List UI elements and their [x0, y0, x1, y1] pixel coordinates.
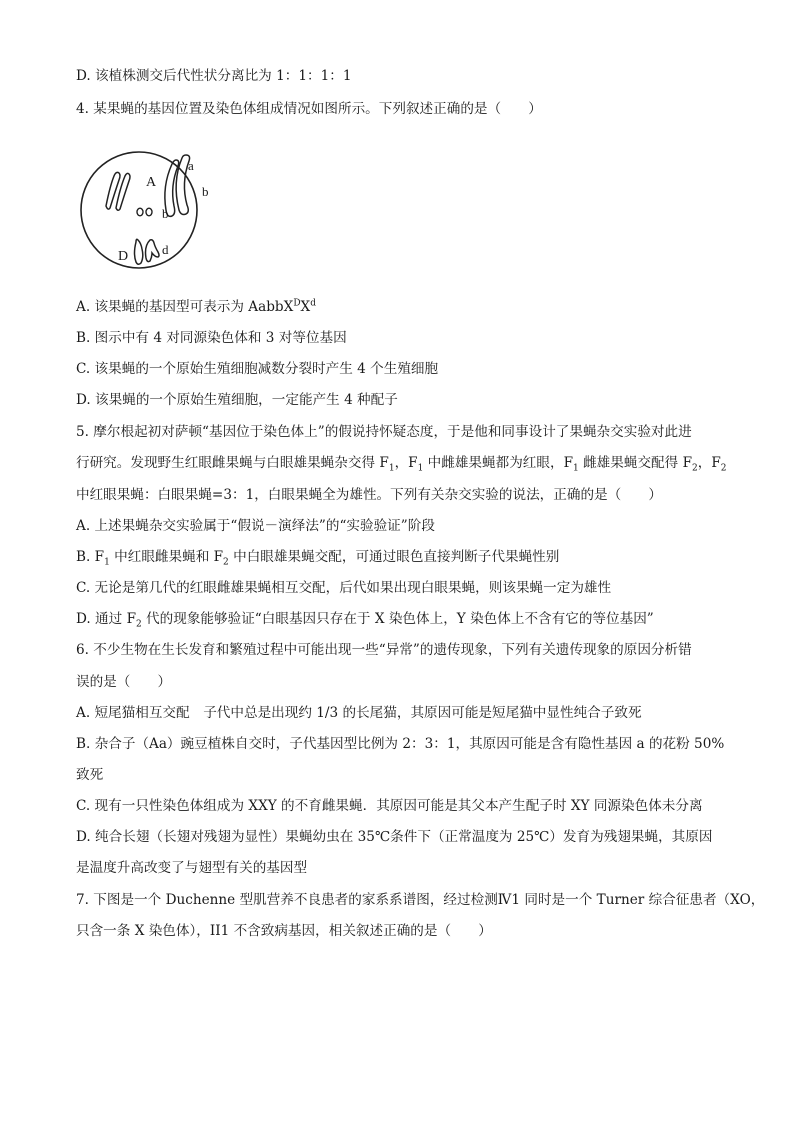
- chromosome: [137, 208, 143, 216]
- q4-stem: 4. 某果蝇的基因位置及染色体组成情况如图所示。下列叙述正确的是（ ）: [76, 101, 542, 117]
- chromosome: [106, 172, 120, 209]
- gene-label-A: A: [146, 175, 157, 190]
- q5-stem-line-2: 行研究。发现野生红眼雌果蝇与白眼雄果蝇杂交得 $F_1$，$F_1$ 中雌雄果蝇都为红眼，$F_1$ 雌雄果蝇交配得 $F_2$，$F_2$: [76, 455, 727, 474]
- q6-stem-line-2: 误的是（ ）: [76, 674, 172, 690]
- q6-stem-line-1: 6. 不少生物在生长发育和繁殖过程中可能出现一些“异常”的遗传现象，下列有关遗传现象的原因分析错: [76, 642, 692, 658]
- chromosome: [146, 240, 160, 262]
- q5-option-c: C. 无论是第几代的红眼雌雄果蝇相互交配，后代如果出现白眼果蝇，则该果蝇一定为雄性: [76, 580, 612, 596]
- q6-option-a: A. 短尾猫相互交配 子代中总是出现约 1/3 的长尾猫，其原因可能是短尾猫中显性纯合子致死: [76, 705, 642, 721]
- chromosome: [146, 208, 152, 216]
- q6-option-d-line-1: D. 纯合长翅（长翅对残翅为显性）果蝇幼虫在 35℃条件下（正常温度为 25℃）发育为残翅果蝇，其原因: [76, 829, 713, 845]
- q6-option-b-line-1: B. 杂合子（Aa）豌豆植株自交时，子代基因型比例为 2：3：1，其原因可能是含有隐性基因 a 的花粉 50%: [76, 736, 725, 752]
- q5-option-a: A. 上述果蝇杂交实验属于“假说－演绎法”的“实验验证”阶段: [76, 518, 435, 534]
- q4-option-a: A. 该果蝇的基因型可表示为 $AabbX^DX^d$: [76, 298, 316, 315]
- gene-label-b: b: [162, 206, 169, 221]
- chromosome: [116, 173, 130, 210]
- q6-option-d-line-2: 是温度升高改变了与翅型有关的基因型: [76, 860, 308, 876]
- q5-stem-line-3: 中红眼果蝇：白眼果蝇=3：1，白眼果蝇全为雄性。下列有关杂交实验的说法，正确的是（ ）: [76, 487, 663, 503]
- q4-option-c: C. 该果蝇的一个原始生殖细胞减数分裂时产生 4 个生殖细胞: [76, 361, 439, 377]
- q4-option-b: B. 图示中有 4 对同源染色体和 3 对等位基因: [76, 330, 347, 346]
- gene-label-b: b: [202, 184, 209, 199]
- q5-option-d: D. 通过 $F_2$ 代的现象能够验证“白眼基因只存在于 X 染色体上，Y 染色体上不含有它的等位基因”: [76, 611, 654, 630]
- chromosome-diagram: [78, 136, 209, 284]
- q6-option-b-line-2: 致死: [76, 767, 104, 783]
- q3-option-d: D. 该植株测交后代性状分离比为 1：1：1：1: [76, 68, 352, 84]
- q7-stem-line-2: 只含一条 X 染色体），II1 不含致病基因，相关叙述正确的是（ ）: [76, 923, 492, 939]
- gene-label-d: d: [162, 242, 169, 257]
- gene-label-a: a: [188, 158, 194, 173]
- q5-option-b: B. $F_1$ 中红眼雌果蝇和 $F_2$ 中白眼雄果蝇交配，可通过眼色直接判断子代果蝇性别: [76, 549, 560, 568]
- chromosome: [135, 239, 143, 264]
- q5-stem-line-1: 5. 摩尔根起初对萨顿“基因位于染色体上”的假说持怀疑态度，于是他和同事设计了果蝇杂交实验对此进: [76, 424, 692, 440]
- q6-option-c: C. 现有一只性染色体组成为 XXY 的不育雌果蝇．其原因可能是其父本产生配子时 XY 同源染色体未分离: [76, 798, 703, 814]
- gene-label-D: D: [118, 249, 129, 264]
- q4-option-d: D. 该果蝇的一个原始生殖细胞，一定能产生 4 种配子: [76, 392, 398, 408]
- q7-stem-line-1: 7. 下图是一个 Duchenne 型肌营养不良患者的家系系谱图，经过检测Ⅳ1 同时是一个 Turner 综合征患者（XO，: [76, 892, 765, 908]
